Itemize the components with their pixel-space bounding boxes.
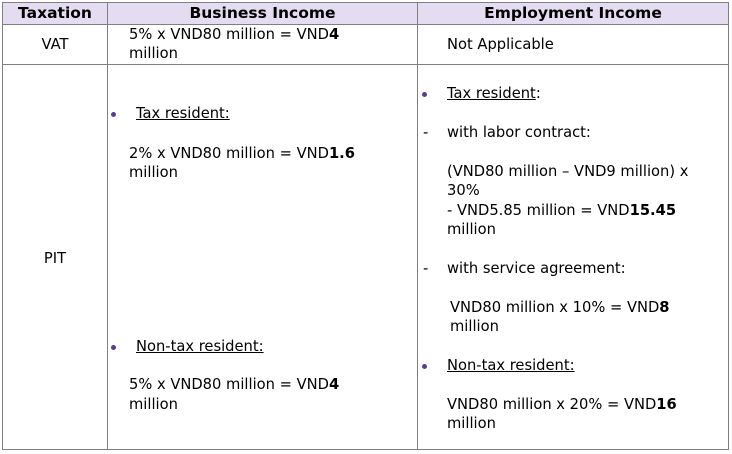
pit-label: PIT: [43, 250, 67, 267]
business-resident-unit: million: [129, 164, 178, 181]
bullet-icon: [111, 345, 116, 350]
dash-marker: -: [423, 124, 429, 141]
bullet-icon: [422, 92, 427, 97]
tax-comparison-table: [2, 2, 729, 450]
employment-nonresident-heading: Non-tax resident:: [447, 357, 575, 374]
business-nonresident-value: 5% x VND80 million = VND4: [129, 376, 340, 393]
vat-business-unit: million: [129, 45, 178, 62]
employment-nonresident-value: VND80 million x 20% = VND16: [447, 396, 677, 413]
labor-contract-unit: million: [447, 221, 496, 238]
employment-resident-heading: Tax resident:: [447, 85, 541, 102]
column-divider: [417, 3, 418, 449]
employment-nonresident-unit: million: [447, 415, 496, 432]
header-employment-income: Employment Income: [418, 3, 728, 24]
header-business-income: Business Income: [108, 3, 417, 24]
labor-contract-line1: (VND80 million – VND9 million) x: [447, 163, 689, 180]
service-agreement-label: with service agreement:: [447, 260, 626, 277]
business-nonresident-unit: million: [129, 396, 178, 413]
row-divider: [3, 24, 728, 25]
dash-marker: -: [423, 260, 429, 277]
vat-employment-value: Not Applicable: [447, 36, 554, 53]
vat-label: VAT: [41, 36, 69, 53]
bullet-icon: [111, 112, 116, 117]
bullet-icon: [422, 364, 427, 369]
column-divider: [107, 3, 108, 449]
business-resident-heading: Tax resident:: [136, 105, 230, 122]
service-agreement-unit: million: [450, 318, 499, 335]
business-resident-value: 2% x VND80 million = VND1.6: [129, 145, 355, 162]
labor-contract-line3: - VND5.85 million = VND15.45: [447, 202, 677, 219]
header-taxation: Taxation: [3, 3, 107, 24]
business-nonresident-heading: Non-tax resident:: [136, 338, 264, 355]
vat-business-value: 5% x VND80 million = VND4: [129, 26, 340, 43]
labor-contract-label: with labor contract:: [447, 124, 591, 141]
service-agreement-value: VND80 million x 10% = VND8: [450, 299, 670, 316]
row-divider: [3, 64, 728, 65]
labor-contract-line2: 30%: [447, 182, 480, 199]
